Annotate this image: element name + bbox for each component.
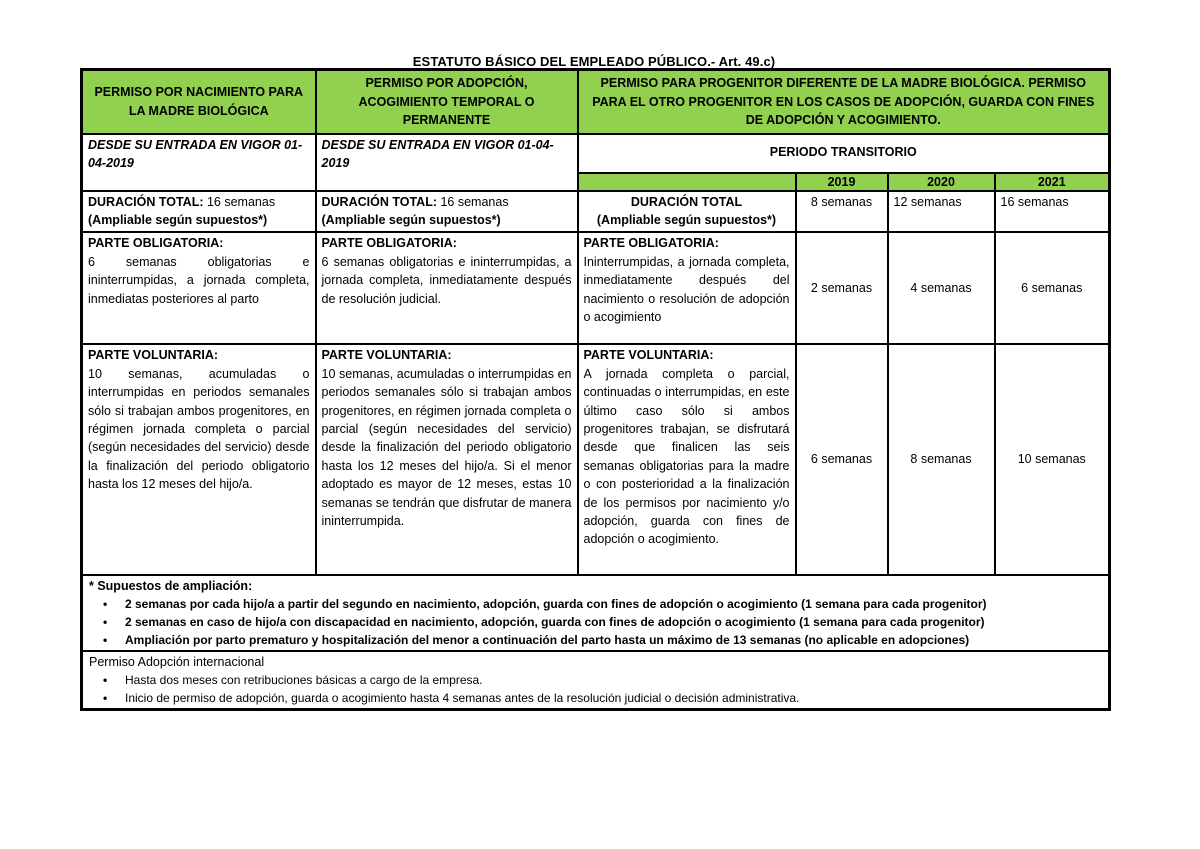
voluntaria-2019: 6 semanas: [796, 344, 888, 575]
voluntaria-nacimiento: [82, 344, 316, 575]
obligatoria-text: 6 semanas obligatorias e ininterrumpidas, a jornada completa, inmediatas posteriores al parto: [88, 254, 310, 306]
supuestos-title: * Supuestos de ampliación:: [89, 579, 253, 594]
voluntaria-2020: 8 semanas: [888, 344, 995, 575]
internacional-title: Permiso Adopción internacional: [89, 655, 265, 670]
voluntaria-adopcion: [316, 344, 578, 575]
ampliable-note: (Ampliable según supuestos*): [88, 212, 268, 227]
obligatoria-text: Ininterrumpidas, a jornada completa, inmediatamente después del nacimiento o resolución de adopción o acogimiento: [583, 254, 790, 324]
page-title: ESTATUTO BÁSICO DEL EMPLEADO PÚBLICO.- Art. 49.c): [412, 54, 776, 69]
duracion-label: DURACIÓN TOTAL:: [88, 194, 204, 209]
list-item: • 2 semanas en caso de hijo/a con discapacidad en nacimiento, adopción, guarda con fines de adopción o acogimiento (1 semana para cada progenitor): [125, 613, 1102, 631]
adopcion-internacional: [82, 651, 1110, 710]
voluntaria-otro-progenitor: [578, 344, 796, 575]
duracion-2019: 8 semanas: [796, 191, 888, 233]
list-item: • Ampliación por parto prematuro y hospitalización del menor a continuación del parto hasta un máximo de 13 semanas (no aplicable en adopciones): [125, 631, 1102, 649]
desde-adopcion: DESDE SU ENTRADA EN VIGOR 01-04-2019: [316, 134, 578, 191]
obligatoria-text: 6 semanas obligatorias e ininterrumpidas, a jornada completa, inmediatamente después de resolución judicial.: [321, 254, 572, 306]
duracion-value: 16 semanas: [203, 194, 276, 209]
obligatoria-nacimiento: [82, 232, 316, 344]
duracion-2021: 16 semanas: [995, 191, 1110, 233]
duracion-adopcion: [316, 191, 578, 233]
duracion-label: DURACIÓN TOTAL: [630, 194, 743, 209]
duracion-2020: 12 semanas: [888, 191, 995, 233]
duracion-value: 16 semanas: [437, 194, 509, 209]
header-adopcion: PERMISO POR ADOPCIÓN, ACOGIMIENTO TEMPORAL O PERMANENTE: [316, 70, 578, 134]
list-item: • 2 semanas por cada hijo/a a partir del segundo en nacimiento, adopción, guarda con fines de adopción o acogimiento (1 semana para cada progenitor): [125, 595, 1102, 613]
voluntaria-text: 10 semanas, acumuladas o interrumpidas en periodos semanales sólo si trabajan ambos progenitores, en régimen jornada completa o parcial (según necesidades del servicio) desde la finalización del periodo obligatorio hasta los 12 meses del hijo/a.: [88, 366, 310, 492]
ampliable-note: (Ampliable según supuestos*): [596, 212, 777, 227]
voluntaria-text: 10 semanas, acumuladas o interrumpidas en periodos semanales sólo si trabajan ambos progenitores, en régimen jornada completa o parcial (según necesidades del servicio) desde la finalización del periodo obligatorio hasta los 12 meses del hijo/a. Si el menor adoptado es mayor de 12 meses, estas 10 semanas se tendrán que disfrutar de manera ininterrumpida.: [321, 366, 572, 528]
header-otro-progenitor: PERMISO PARA PROGENITOR DIFERENTE DE LA MADRE BIOLÓGICA. PERMISO PARA EL OTRO PROGENITOR EN LOS CASOS DE ADOPCIÓN, GUARDA CON FINES DE ADOPCIÓN Y ACOGIMIENTO.: [578, 70, 1110, 134]
list-item: • Hasta dos meses con retribuciones básicas a cargo de la empresa.: [125, 671, 1102, 689]
voluntaria-label: PARTE VOLUNTARIA:: [321, 348, 452, 363]
year-2020: 2020: [888, 173, 995, 191]
obligatoria-2020: 4 semanas: [888, 232, 995, 344]
voluntaria-label: PARTE VOLUNTARIA:: [583, 348, 714, 363]
periodo-transitorio: PERIODO TRANSITORIO: [578, 134, 1110, 173]
supuestos-ampliacion: [82, 575, 1110, 651]
obligatoria-2021: 6 semanas: [995, 232, 1110, 344]
list-item: • Inicio de permiso de adopción, guarda o acogimiento hasta 4 semanas antes de la resolución judicial o decisión administrativa.: [125, 689, 1102, 707]
year-2021: 2021: [995, 173, 1110, 191]
obligatoria-otro-progenitor: [578, 232, 796, 344]
obligatoria-label: PARTE OBLIGATORIA:: [583, 236, 719, 251]
duracion-label: DURACIÓN TOTAL:: [321, 194, 437, 209]
header-nacimiento: PERMISO POR NACIMIENTO PARA LA MADRE BIOLÓGICA: [82, 70, 316, 134]
voluntaria-label: PARTE VOLUNTARIA:: [88, 348, 219, 363]
internacional-list: [89, 671, 1102, 707]
obligatoria-2019: 2 semanas: [796, 232, 888, 344]
obligatoria-label: PARTE OBLIGATORIA:: [88, 236, 224, 251]
voluntaria-2021: 10 semanas: [995, 344, 1110, 575]
duracion-nacimiento: [82, 191, 316, 233]
desde-nacimiento: DESDE SU ENTRADA EN VIGOR 01-04-2019: [82, 134, 316, 191]
supuestos-list: [89, 595, 1102, 649]
permisos-table: [80, 68, 1111, 711]
obligatoria-label: PARTE OBLIGATORIA:: [321, 236, 457, 251]
ampliable-note: (Ampliable según supuestos*): [321, 212, 501, 227]
duracion-otro-progenitor: [578, 191, 796, 233]
year-header-blank: [578, 173, 796, 191]
voluntaria-text: A jornada completa o parcial, continuadas o interrumpidas, en este último caso sólo si ambos progenitores trabajan, se disfrutará desde que finalicen las seis semanas obligatorias para la madre o con posterioridad a la finalización de los permisos por nacimiento y/o adopción, guarda con fines de adopción o acogimiento.: [583, 366, 790, 547]
year-2019: 2019: [796, 173, 888, 191]
obligatoria-adopcion: [316, 232, 578, 344]
